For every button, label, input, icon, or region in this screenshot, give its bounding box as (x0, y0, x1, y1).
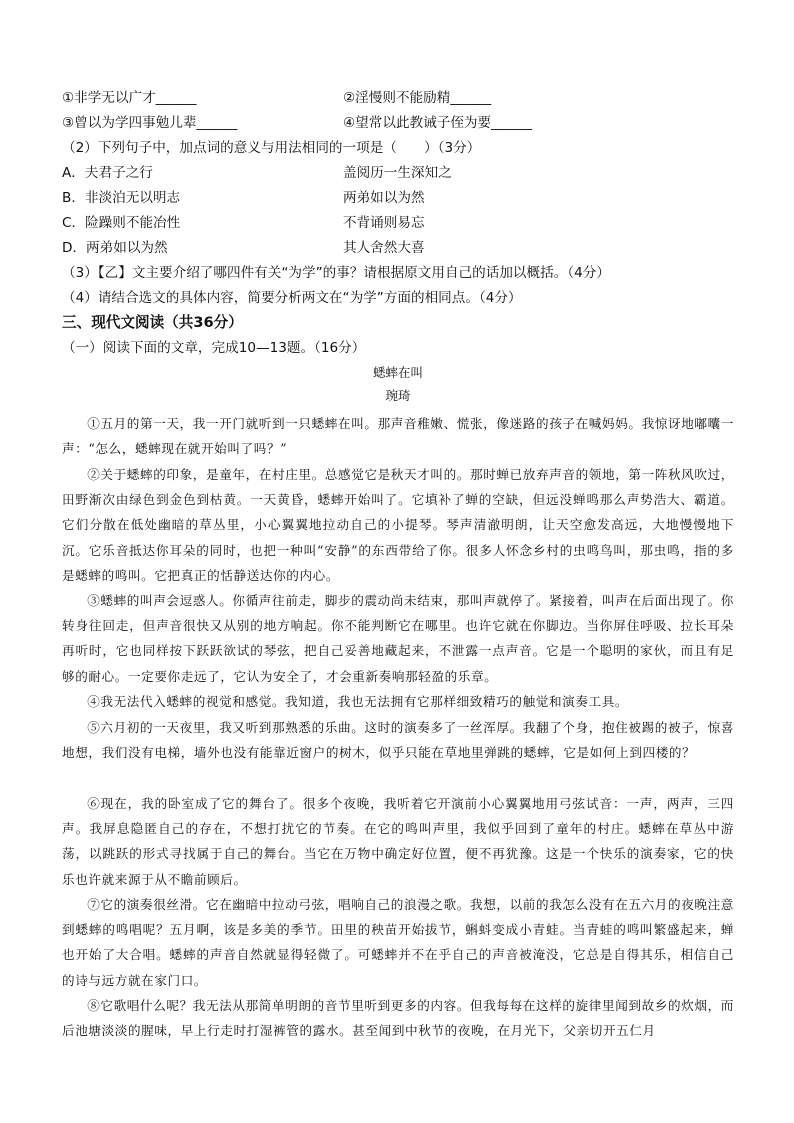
article-title: 蟋蟀在叫 (372, 365, 423, 380)
article-paragraph-4: ④我无法代入蟋蟀的视觉和感觉。我知道，我也无法拥有它那样细致精巧的触觉和演奏工具。 (87, 694, 629, 709)
q2-option-a-pair: 盖阅历一生深知之 (343, 165, 452, 181)
q2-option-a: A．夫君子之行 (62, 165, 153, 181)
article-paragraph-2: ②关于蟋蟀的印象，是童年，在村庄里。总感觉它是秋天才叫的。那时蝉已放弃声音的领地，第一阵秋风吹过，田野渐次由绿色到金色到枯黄。一天黄昏，蟋蟀开始叫了。它填补了蝉的空缺，但远没蝉鸣那么声势浩大、霸道。它们分散在低处幽暗的草丛里，小心翼翼地拉动自己的小提琴。琴声清澈明朗，让天空愈发高远，大地慢慢地下沉。它乐音抵达你耳朵的同时，也把一种叫“安静”的东西带给了你。很多人怀念乡村的虫鸣鸟叫，那虫鸣，指的多是蟋蟀的鸣叫。它把真正的恬静送达你的内心。 (62, 467, 734, 583)
article-paragraph-1: ①五月的第一天，我一开门就听到一只蟋蟀在叫。那声音稚嫩、慌张，像迷路的孩子在喊妈妈。我惊讶地嘟囔一声：“怎么，蟋蟀现在就开始叫了吗？” (62, 416, 734, 457)
q4-question: （4）请结合选文的具体内容，简要分析两文在“为学”方面的相同点。（4分） (62, 290, 522, 306)
q2-option-d-pair: 其人舍然大喜 (343, 240, 425, 256)
q1-item-1: ①非学无以广才______ (62, 90, 197, 106)
q1-item-2: ②淫慢则不能励精______ (343, 90, 492, 106)
article-paragraph-6: ⑥现在，我的卧室成了它的舞台了。很多个夜晚，我听着它开演前小心翼翼地用弓弦试音：一声，两声，三四声。我屏息隐匿自己的存在，不想打扰它的节奏。在它的鸣叫声里，我似乎回到了童年的村庄。蟋蟀在草丛中游荡，以跳跃的形式寻找属于自己的舞台。当它在万物中确定好位置，便不再犹豫。这是一个快乐的演奏家，它的快乐也许就来源于从不瞻前顾后。 (62, 796, 734, 887)
subsection-instruction: （一）阅读下面的文章，完成10—13题。（16分） (62, 340, 366, 356)
q1-item-3: ③曾以为学四事勉儿辈______ (62, 115, 238, 131)
q2-stem: （2）下列句子中，加点词的意义与用法相同的一项是（ ）（3分） (62, 140, 481, 156)
section-heading: 三、现代文阅读（共36分） (62, 314, 243, 331)
q2-option-b: B．非淡泊无以明志 (62, 190, 181, 206)
article-paragraph-5: ⑤六月初的一天夜里，我又听到那熟悉的乐曲。这时的演奏多了一丝浑厚。我翻了个身，抱住被踢的被子，惊喜地想，我们没有电梯，墙外也没有能靠近窗户的树木，似乎只能在草地里弹跳的蟋蟀，它是如何上到四楼的？ (62, 720, 734, 761)
article-paragraph-3: ③蟋蟀的叫声会逗惑人。你循声往前走，脚步的震动尚未结束，那叫声就停了。紧接着，叫声在后面出现了。你转身往回走，但声音很快又从别的地方响起。你不能判断它在哪里。也许它就在你脚边。当你屏住呼吸、拉长耳朵再听时，它也同样按下跃跃欲试的琴弦，把自己妥善地藏起来，不泄露一点声音。它是一个聪明的家伙，而且有足够的耐心。一定要你走远了，它认为安全了，才会重新奏响那轻盈的乐章。 (62, 593, 734, 684)
article-paragraph-8: ⑧它歌唱什么呢？我无法从那简单明朗的音节里听到更多的内容。但我每每在这样的旋律里闻到故乡的炊烟，而后池塘淡淡的腥味，早上行走时打湿裤管的露水。甚至闻到中秋节的夜晚，在月光下，父亲切开五仁月 (62, 998, 734, 1039)
q2-option-b-pair: 两弟如以为然 (343, 190, 425, 206)
article-author: 琬琦 (385, 388, 411, 403)
q1-item-4: ④望常以此教诫子侄为要______ (343, 115, 532, 131)
article-paragraph-7: ⑦它的演奏很丝滑。它在幽暗中拉动弓弦，唱响自己的浪漫之歌。我想，以前的我怎么没有在五六月的夜晚注意到蟋蟀的鸣唱呢？五月啊，该是多美的季节。田里的秧苗开始拔节，蝌蚪变成小青蛙。当青蛙的鸣叫繁盛起来，蝉也开始了大合唱。蟋蟀的声音自然就显得轻微了。可蟋蟀并不在乎自己的声音被淹没，它总是自得其乐，相信自己的诗与远方就在家门口。 (62, 897, 734, 988)
q3-question: （3）【乙】文主要介绍了哪四件有关“为学”的事？请根据原文用自己的话加以概括。（4分） (62, 265, 610, 281)
q2-option-d: D．两弟如以为然 (62, 240, 168, 256)
q2-option-c-pair: 不背诵则易忘 (343, 215, 425, 231)
q2-option-c: C．险躁则不能冶性 (62, 215, 181, 231)
